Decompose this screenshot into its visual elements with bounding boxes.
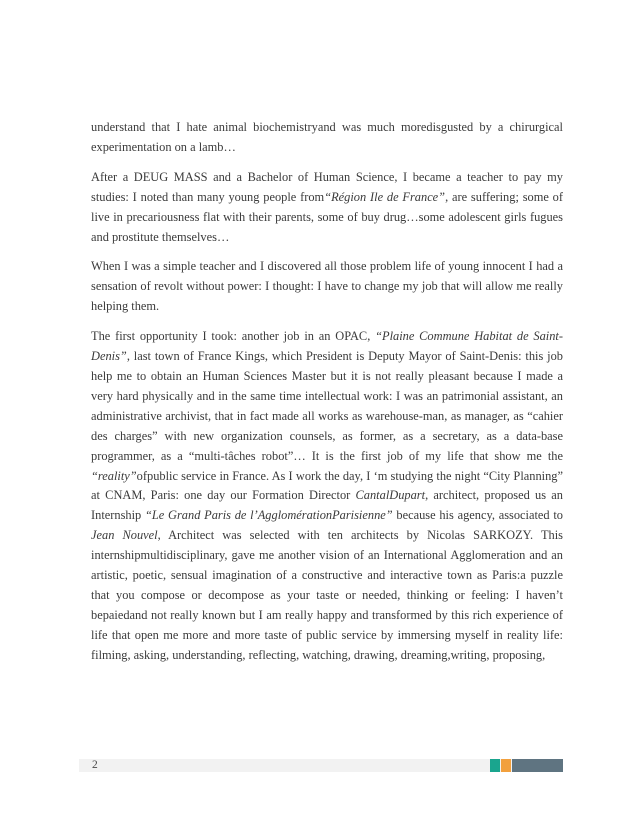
paragraph-2 (91, 168, 563, 248)
run: ofpublic service in France. As I work the day, I ‘m studying the night “City Planning” at CNAM, Paris: one day our Formation Director (91, 468, 563, 503)
paragraph-3 (91, 257, 563, 317)
italic-run: “Le Grand Paris de l’AgglomérationParisienne” (145, 508, 393, 523)
page-number: 2 (92, 759, 98, 771)
run: The first opportunity I took: another job in an OPAC, (91, 329, 376, 344)
run: , are suffering; some of live in precariousness flat with their parents, some of buy drug…some adolescent girls fugues and prostitute themselves… (91, 189, 563, 244)
italic-run: “reality” (91, 468, 137, 483)
footer-accent-teal (490, 759, 500, 772)
body-text (91, 118, 563, 676)
run: When I was a simple teacher and I discovered all those problem life of young innocent I had a sensation of revolt without power: I thought: I have to change my job that will allow me really helping them. (91, 259, 563, 314)
run: , architect, proposed us an Internship (91, 488, 563, 523)
footer-accent-orange (501, 759, 511, 772)
italic-run: “Plaine Commune Habitat de Saint-Denis” (91, 329, 563, 364)
run: After a DEUG MASS and a Bachelor of Human Science, I became a teacher to pay my studies: I noted than many young people from (91, 169, 563, 204)
run: , last town of France Kings, which President is Deputy Mayor of Saint-Denis: this job help me to obtain an Human Sciences Master but it is not really pleasant because I made a very hard physically and in the same time intellectual work: I was an patrimonial assistant, an administrative archivist, that in fact made all works as warehouse-man, as manager, as “cahier des charges” with new organization counsels, as former, as a secretary, as a data-base programmer, as a “multi-tâches robot”… It is the first job of my life that show me the (91, 349, 563, 463)
italic-run: “Région Ile de France” (324, 189, 446, 204)
run: because his agency, associated to (392, 508, 563, 523)
italic-run: CantalDupart (355, 488, 426, 503)
paragraph-1 (91, 118, 563, 158)
footer-accent-slate (512, 759, 563, 772)
paragraph-4 (91, 327, 563, 665)
run: , Architect was selected with ten architects by Nicolas SARKOZY. This internshipmultidisciplinary, gave me another vision of an International Agglomeration and an artistic, poetic, sensual imagination of a constructive and interactive town as Paris:a puzzle that you compose or decompose as your taste or needed, thinking or feeling: I haven’t bepaiedand not really known but I am really happy and transformed by this rich experience of life that open me more and more taste of public service by immersing myself in reality life: filming, asking, understanding, reflecting, watching, drawing, dreaming,writing, proposing, (91, 528, 563, 662)
run: understand that I hate animal biochemistryand was much moredisgusted by a chirurgical experimentation on a lamb… (91, 120, 563, 154)
italic-run: Jean Nouvel (91, 528, 158, 543)
